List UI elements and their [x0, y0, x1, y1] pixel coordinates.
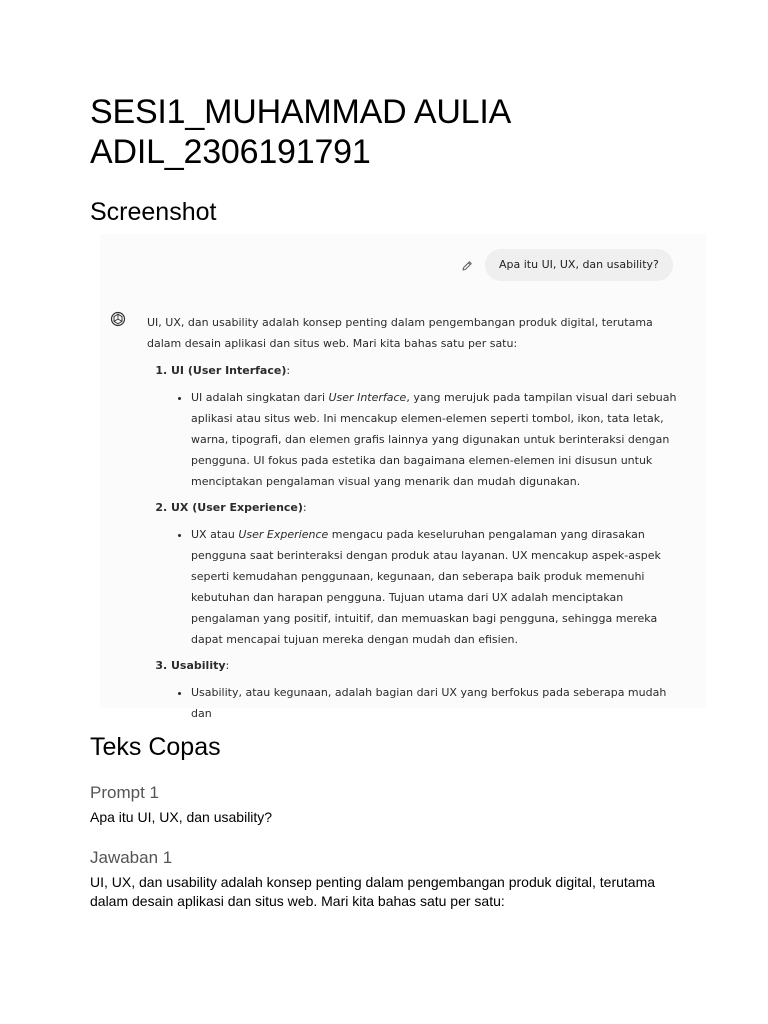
list-item: 3. Usability: • Usability, atau kegunaan, adalah bagian dari UX yang berfokus pada seberapa mudah dan [171, 655, 677, 724]
answer-list [147, 360, 677, 724]
answer-text: UI, UX, dan usability adalah konsep penting dalam pengembangan produk digital, terutama dalam desain aplikasi dan situs web. Mari kita bahas satu per satu: [90, 874, 656, 909]
list-item-label: UI (User Interface) [171, 364, 287, 377]
list-item-bullet: • UI adalah singkatan dari User Interface, yang merujuk pada tampilan visual dari sebuah aplikasi atau situs web. Ini mencakup elemen-elemen seperti tombol, ikon, tata letak, warna, tipografi, dan elemen grafis lainnya yang digunakan untuk berinteraksi dengan pengguna. UI fokus pada estetika dan bagaimana elemen-elemen ini disusun untuk menciptakan pengalaman visual yang menarik dan mudah digunakan. [191, 387, 677, 492]
answer-heading: Jawaban 1 [90, 848, 173, 867]
document-title: SESI1_MUHAMMAD AULIA ADIL_2306191791 [90, 93, 510, 171]
pencil-icon [460, 258, 474, 272]
list-item-label: UX (User Experience) [171, 501, 303, 514]
assistant-logo-icon [110, 311, 126, 327]
prompt-heading: Prompt 1 [90, 783, 159, 802]
assistant-answer [147, 312, 677, 729]
answer-intro: UI, UX, dan usability adalah konsep penting dalam pengembangan produk digital, terutama dalam desain aplikasi dan situs web. Mari kita bahas satu per satu: [147, 316, 653, 350]
list-item: 2. UX (User Experience): • UX atau User Experience mengacu pada keseluruhan pengalaman yang dirasakan pengguna saat berinteraksi dengan produk atau layanan. UX mencakup aspek-aspek seperti kemudahan penggunaan, kegunaan, dan seberapa baik produk memenuhi kebutuhan dan harapan pengguna. Tujuan utama dari UX adalah menciptakan pengalaman yang positif, intuitif, dan memuaskan bagi pengguna, sehingga mereka dapat mencapai tujuan mereka dengan mudah dan efisien. [171, 497, 677, 650]
section-heading-teks-copas: Teks Copas [90, 733, 221, 761]
embedded-screenshot [100, 234, 706, 720]
list-item-bullet: • UX atau User Experience mengacu pada keseluruhan pengalaman yang dirasakan pengguna saat berinteraksi dengan produk atau layanan. UX mencakup aspek-aspek seperti kemudahan penggunaan, kegunaan, dan seberapa baik produk memenuhi kebutuhan dan harapan pengguna. Tujuan utama dari UX adalah menciptakan pengalaman yang positif, intuitif, dan memuaskan bagi pengguna, sehingga mereka dapat mencapai tujuan mereka dengan mudah dan efisien. [191, 524, 677, 650]
user-message-bubble: Apa itu UI, UX, dan usability? [485, 249, 673, 281]
list-item-label: Usability [171, 659, 226, 672]
prompt-text: Apa itu UI, UX, dan usability? [90, 809, 273, 825]
section-heading-screenshot: Screenshot [90, 198, 217, 226]
list-item: 1. UI (User Interface): • UI adalah singkatan dari User Interface, yang merujuk pada tampilan visual dari sebuah aplikasi atau situs web. Ini mencakup elemen-elemen seperti tombol, ikon, tata letak, warna, tipografi, dan elemen grafis lainnya yang digunakan untuk berinteraksi dengan pengguna. UI fokus pada estetika dan bagaimana elemen-elemen ini disusun untuk menciptakan pengalaman visual yang menarik dan mudah digunakan. [171, 360, 677, 492]
list-item-bullet: • Usability, atau kegunaan, adalah bagian dari UX yang berfokus pada seberapa mudah dan [191, 682, 677, 724]
